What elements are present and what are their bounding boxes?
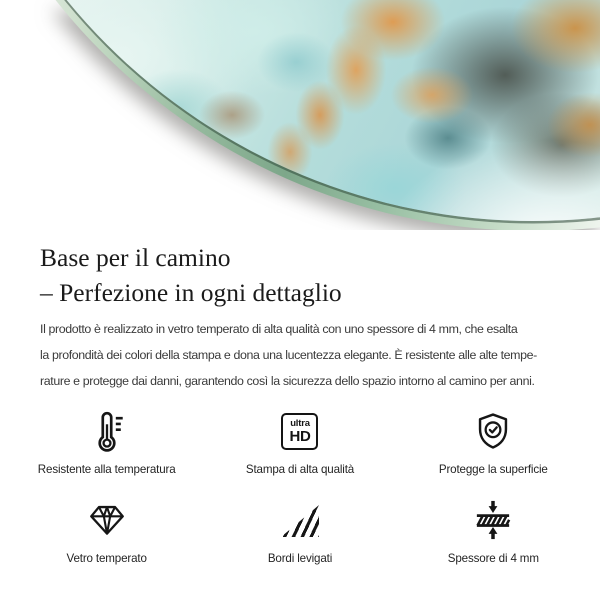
page-title-line-1: Base per il camino [40, 243, 231, 272]
page-title [40, 240, 560, 310]
ultra-hd-icon [281, 408, 318, 454]
shield-check-icon [472, 408, 514, 454]
feature-temperature-resistant [10, 408, 203, 477]
feature-tempered-glass [10, 497, 203, 566]
feature-label: Protegge la superficie [438, 463, 548, 476]
page-title-line-2: – Perfezione in ogni dettaglio [40, 278, 342, 307]
feature-thickness [397, 497, 590, 566]
feature-sanded-edges [203, 497, 396, 566]
thermometer-icon [84, 408, 130, 454]
feature-grid [0, 408, 600, 566]
diamond-icon [86, 497, 128, 543]
product-hero-image [0, 0, 600, 230]
ultra-hd-badge-bottom: HD [289, 427, 311, 445]
feature-label: Stampa di alta qualità [245, 463, 355, 476]
feature-label: Vetro temperato [66, 552, 147, 565]
description-line: rature e protegge dai danni, garantendo così la sicurezza dello spazio intorno al camino per anni. [40, 374, 535, 388]
product-description [40, 316, 560, 394]
feature-label: Spessore di 4 mm [447, 552, 539, 565]
description-line: Il prodotto è realizzato in vetro temperato di alta qualità con uno spessore di 4 mm, che esalta [40, 322, 518, 336]
description-line: la profondità dei colori della stampa e dona una lucentezza elegante. È resistente alle alte tempe- [40, 348, 537, 362]
hatched-edge-icon [281, 497, 319, 543]
feature-label: Bordi levigati [267, 552, 333, 565]
thickness-arrows-icon [471, 497, 515, 543]
feature-surface-protection [397, 408, 590, 477]
feature-label: Resistente alla temperatura [37, 463, 176, 476]
ultra-hd-badge-top: ultra [290, 417, 310, 429]
feature-print-quality [203, 408, 396, 477]
